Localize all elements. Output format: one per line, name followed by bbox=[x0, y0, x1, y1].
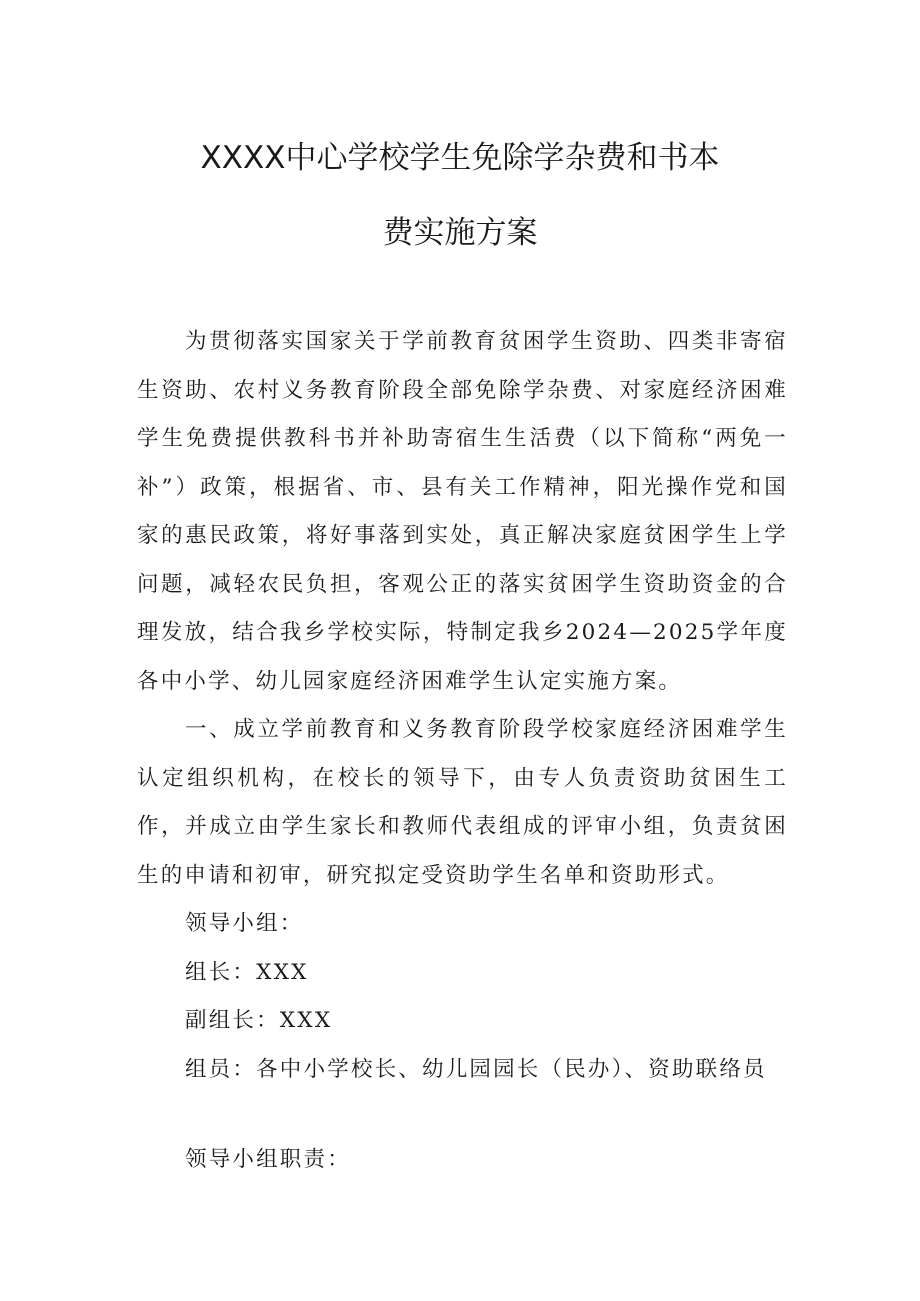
group-leader-line: 组长：XXX bbox=[185, 959, 309, 985]
document-title-line-1: XXXX中心学校学生免除学杂费和书本 bbox=[200, 140, 720, 176]
intro-paragraph: 为贯彻落实国家关于学前教育贫困学生资助、四类非寄宿生资助、农村义务教育阶段全部免除学杂费、对家庭经济困难学生免费提供教科书并补助寄宿生生活费（以下简称“两免一补”）政策，根据省、市、县有关工作精神，阳光操作党和国家的惠民政策，将好事落到实处，真正解决家庭贫困学生上学问题，减轻农民负担，客观公正的落实贫困学生资助资金的合理发放，结合我乡学校实际，特制定我乡2024—2025学年度各中小学、幼儿园家庭经济困难学生认定实施方案。 bbox=[137, 329, 788, 694]
section-1-paragraph: 一、成立学前教育和义务教育阶段学校家庭经济困难学生认定组织机构，在校长的领导下，由专人负责资助贫困生工作，并成立由学生家长和教师代表组成的评审小组，负责贫困生的申请和初审，研究拟定受资助学生名单和资助形式。 bbox=[137, 717, 788, 888]
leading-group-label: 领导小组： bbox=[185, 911, 304, 936]
paragraph-gap bbox=[137, 1094, 788, 1136]
members-line: 组员：各中小学校长、幼儿园园长（民办）、资助联络员 bbox=[185, 1056, 767, 1082]
document-title-line-2: 费实施方案 bbox=[382, 215, 538, 251]
group-duties-label: 领导小组职责： bbox=[185, 1147, 351, 1172]
deputy-leader-line: 副组长：XXX bbox=[185, 1008, 333, 1033]
document-body bbox=[137, 318, 788, 1185]
